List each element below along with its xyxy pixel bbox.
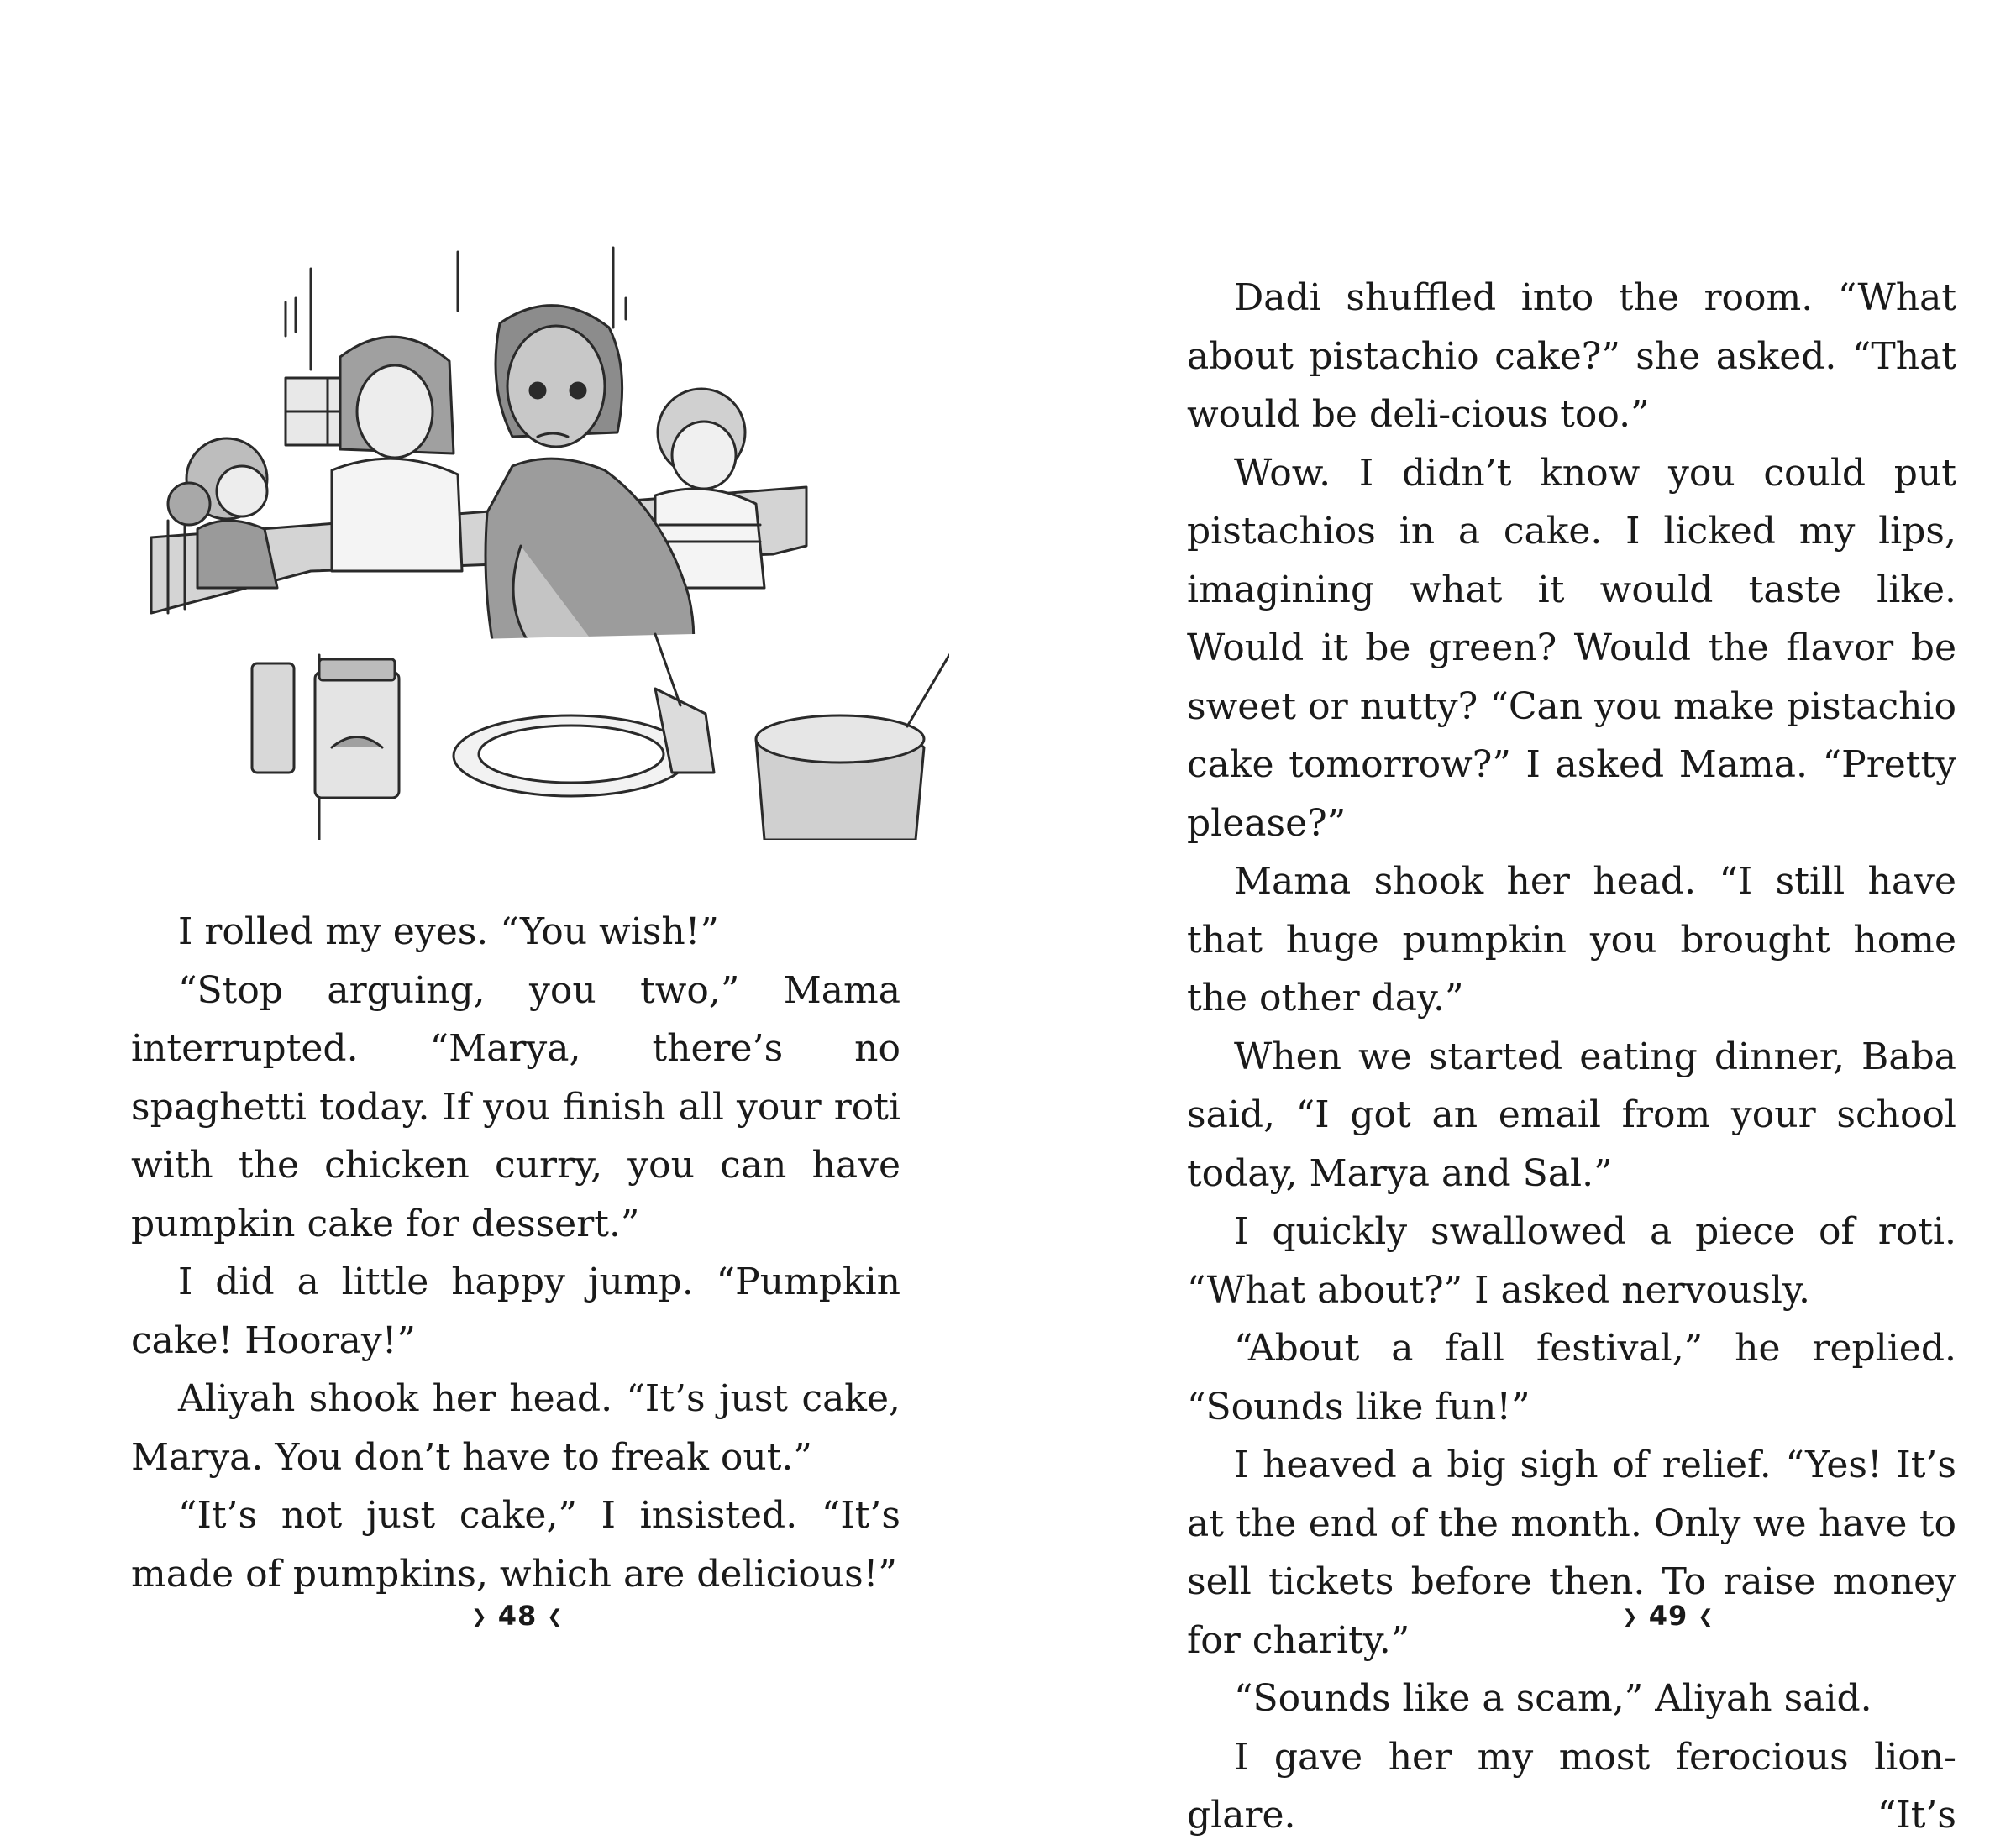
paragraph: “Stop arguing, you two,” Mama interrupted. “Marya, there’s no spaghetti today. If you finish all your roti with the chicken curry, you can have pumpkin cake for dessert.” — [131, 968, 900, 1245]
left-body-text — [131, 903, 900, 1603]
page-number-value: 48 — [497, 1600, 538, 1632]
paragraph: “Sounds like a scam,” Aliyah said. — [1234, 1677, 1872, 1720]
kitchen-scene-illustration — [118, 235, 949, 840]
page-number — [433, 1600, 601, 1632]
ornament-right-icon: ❮ — [1698, 1607, 1714, 1627]
paragraph: I quickly swallowed a piece of roti. “What about?” I asked nervously. — [1187, 1210, 1956, 1312]
paragraph: Mama shook her head. “I still have that huge pumpkin you brought home the other day.” — [1187, 860, 1956, 1019]
paragraph: I gave her my most ferocious lion-glare. “It’s — [1187, 1735, 1956, 1837]
paragraph: When we started eating dinner, Baba said, “I got an email from your school today, Marya and Sal.” — [1187, 1035, 1956, 1195]
right-body-text — [1187, 269, 1956, 1845]
left-page — [0, 0, 1008, 1764]
paragraph: “About a fall festival,” he replied. “Sounds like fun!” — [1187, 1327, 1956, 1428]
ornament-left-icon: ❯ — [1622, 1607, 1639, 1627]
page-number-value: 49 — [1648, 1600, 1688, 1632]
paragraph: “It’s not just cake,” I insisted. “It’s made of pumpkins, which are delicious!” — [131, 1494, 900, 1596]
paragraph: I did a little happy jump. “Pumpkin cake! Hooray!” — [131, 1261, 900, 1362]
paragraph: Wow. I didn’t know you could put pistachios in a cake. I licked my lips, imagining what it would taste like. Would it be green? Would the flavor be sweet or nutty? “Can you make pistachio cake tomorrow?” I asked Mama. “Pretty please?” — [1187, 451, 1956, 845]
ornament-left-icon: ❯ — [471, 1607, 488, 1627]
paragraph: Aliyah shook her head. “It’s just cake, Marya. You don’t have to freak out.” — [131, 1377, 900, 1479]
paragraph: Dadi shuffled into the room. “What about pistachio cake?” she asked. “That would be deli-cious too.” — [1187, 276, 1956, 436]
ornament-right-icon: ❮ — [547, 1607, 564, 1627]
paragraph: I heaved a big sigh of relief. “Yes! It’s at the end of the month. Only we have to sell tickets before then. To raise money for charity.” — [1187, 1444, 1956, 1662]
paragraph: I rolled my eyes. “You wish!” — [178, 910, 719, 953]
right-page — [1008, 0, 2016, 1837]
page-number — [1584, 1600, 1752, 1632]
